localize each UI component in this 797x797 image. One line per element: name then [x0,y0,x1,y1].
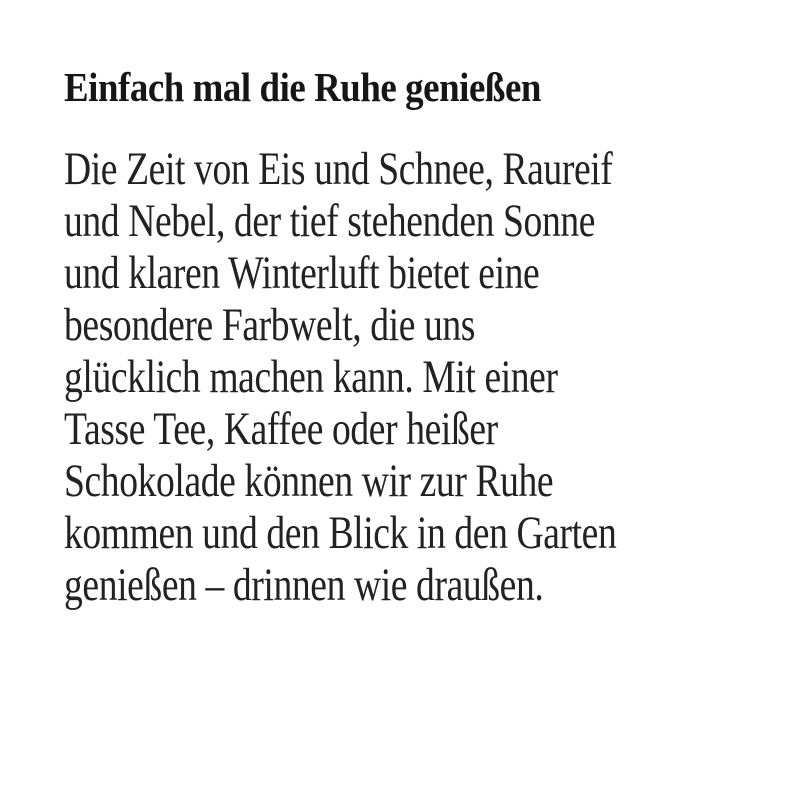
paragraph-line-7: Schokolade können wir zur Ruhe [64,455,554,508]
paragraph-line-2: und Nebel, der tief stehenden Sonne [64,195,596,248]
article-heading: Einfach mal die Ruhe genießen [64,64,541,110]
paragraph-line-9: genießen – drinnen wie draußen. [64,559,544,612]
paragraph-line-5: glücklich machen kann. Mit einer [64,351,558,404]
article-paragraph [64,143,757,611]
paragraph-line-6: Tasse Tee, Kaffee oder heißer [64,403,498,456]
paragraph-line-4: besondere Farbwelt, die uns [64,299,476,352]
paragraph-line-8: kommen und den Blick in den Garten [64,507,617,560]
paragraph-line-3: und klaren Winterluft bietet eine [64,247,540,300]
article [64,66,757,611]
paragraph-line-1: Die Zeit von Eis und Schnee, Raureif [64,143,613,196]
